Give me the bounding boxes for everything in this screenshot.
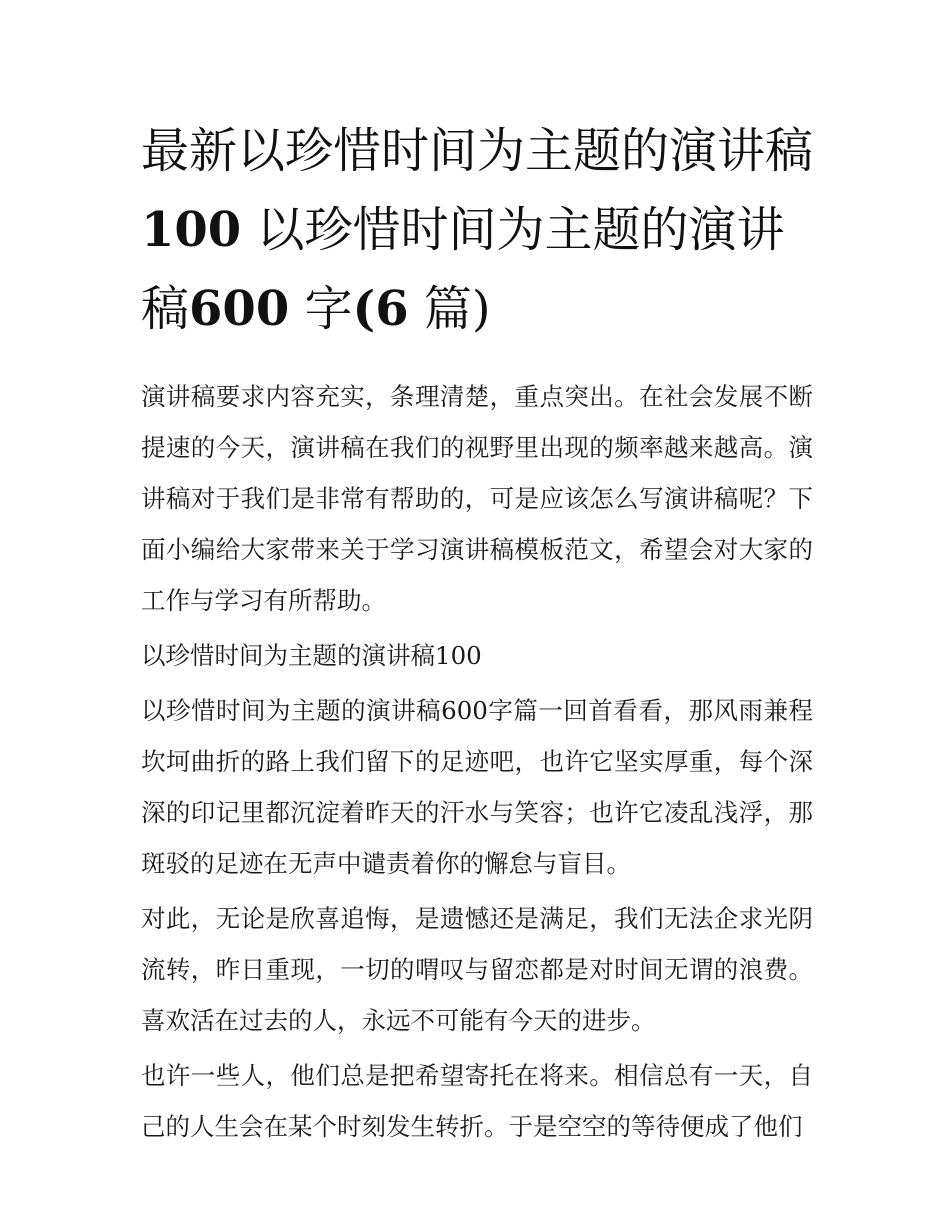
- title-number: 100: [141, 202, 242, 258]
- title-part: 字: [289, 281, 353, 337]
- document-page: [141, 112, 813, 1156]
- intro-paragraph: 演讲稿要求内容充实，条理清楚，重点突出。在社会发展不断提速的今天，演讲稿在我们的视野里出现的频率越来越高。演讲稿对于我们是非常有帮助的，可是应该怎么写演讲稿呢？下面小编给大家带来关于学习演讲稿模板范文，希望会对大家的工作与学习有所帮助。: [141, 382, 813, 615]
- document-title: [141, 112, 813, 349]
- title-part: 以珍惜时间为主题的演讲稿: [141, 202, 785, 337]
- title-part: 最新以珍惜时间为主题的演讲稿: [141, 123, 814, 179]
- body-paragraph: 以珍惜时间为主题的演讲稿600字篇一回首看看，那风雨兼程坎坷曲折的路上我们留下的足迹吧，也许它坚实厚重，每个深深的印记里都沉淀着昨天的汗水与笑容；也许它凌乱浅浮，那斑驳的足迹在无声中谴责着你的懈怠与盲目。: [141, 696, 813, 878]
- document-body: [141, 371, 813, 1152]
- title-part: 篇): [408, 281, 491, 337]
- title-number: (6: [352, 281, 409, 337]
- body-paragraph: 对此，无论是欣喜追悔，是遗憾还是满足，我们无法企求光阴流转，昨日重现，一切的喟叹与留恋都是对时间无谓的浪费。喜欢活在过去的人，永远不可能有今天的进步。: [141, 904, 813, 1035]
- title-number: 600: [189, 281, 290, 337]
- section-heading: 以珍惜时间为主题的演讲稿100: [141, 641, 482, 670]
- body-paragraph: 也许一些人，他们总是把希望寄托在将来。相信总有一天，自己的人生会在某个时刻发生转折。于是空空的等待便成了他们: [141, 1061, 813, 1141]
